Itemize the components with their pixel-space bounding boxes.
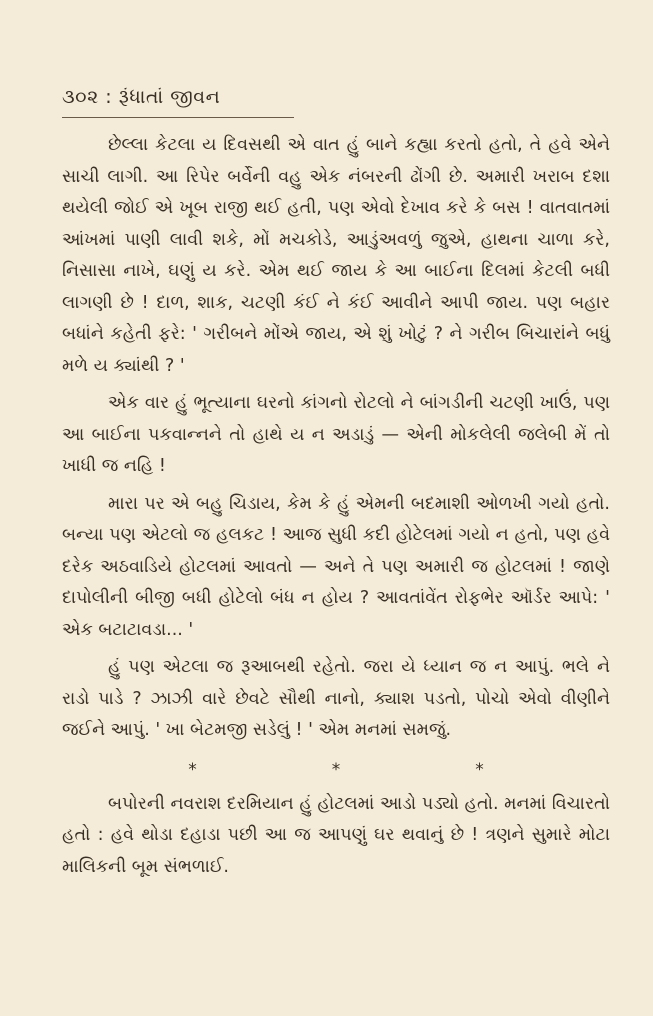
section-break-star: * — [188, 759, 197, 780]
section-break-star: * — [331, 759, 341, 780]
header-underline — [62, 117, 294, 118]
section-break — [62, 755, 610, 785]
paragraph-2: એક વાર હું ભૂત્યાના ઘરનો કાંગનો રોટલો ને બાંગડીની ચટણી ખાઉં, પણ આ બાઈના પકવાન્નને તો હાથે ય ન અડાડું — એની મોકલેલી જલેબી મેં તો ખાધી જ નહિ ! — [62, 393, 610, 476]
page-body — [62, 130, 610, 887]
header-separator: : — [105, 86, 113, 108]
section-break-star: * — [475, 759, 484, 780]
running-title: રૂંધાતાં જીવન — [118, 86, 221, 108]
paragraph-5: બપોરની નવરાશ દરમિયાન હું હોટલમાં આડો પડ્યો હતો. મનમાં વિચારતો હતો : હવે થોડા દહાડા પછી આ જ આપણું ઘર થવાનું છે ! ત્રણને સુમારે મોટા માલિકની બૂમ સંભળાઈ. — [62, 793, 610, 877]
paragraph-1: છેલ્લા કેટલા ય દિવસથી એ વાત હું બાને કહ્યા કરતો હતો, તે હવે એને સાચી લાગી. આ રિપેર બર્વેની વહુ એક નંબરની ઢોંગી છે. અમારી ખરાબ દશા થયેલી જોઈ એ ખૂબ રાજી થઈ હતી, પણ એવો દેખાવ કરે કે બસ ! વાતવાતમાં આંખમાં પાણી લાવી શકે, મોં મચકોડે, આડુંઅવળું જુએ, હાથના ચાળા કરે, નિસાસા નાખે, ઘણું ય કરે. એમ થઈ જાય કે આ બાઈના દિલમાં કેટલી બધી લાગણી છે ! દાળ, શાક, ચટણી કંઈ ને કંઈ આવીને આપી જાય. પણ બહાર બધાંને કહેતી ફરે: ' ગરીબને મોંએ જાય, એ શું ખોટું ? ને ગરીબ બિચારાંને બધું મળે ય ક્યાંથી ? ' — [62, 135, 610, 376]
page-number: ૩૦૨ — [62, 86, 99, 108]
paragraph-4: હું પણ એટલા જ રૂઆબથી રહેતો. જરા યે ધ્યાન જ ન આપું. ભલે ને રાડો પાડે ? ઝાઝી વારે છેવટે સૌથી નાનો, ક્યાશ પડતો, પોચો એવો વીણીને જઈને આપું. ' ખા બેટમજી સડેલું ! ' એમ મનમાં સમજું. — [62, 657, 610, 740]
page-header — [62, 86, 220, 108]
paragraph-3: મારા પર એ બહુ ચિડાય, કેમ કે હું એમની બદમાશી ઓળખી ગયો હતો. બન્યા પણ એટલો જ હલકટ ! આજ સુધી કદી હોટેલમાં ગયો ન હતો, પણ હવે દરેક અઠવાડિયે હોટલમાં આવતો — અને તે પણ અમારી જ હોટલમાં ! જાણે દાપોલીની બીજી બધી હોટેલો બંધ ન હોય ? આવતાંવેંત રોફભેર ઑર્ડર આપે: ' એક બટાટાવડા... ' — [62, 493, 610, 640]
